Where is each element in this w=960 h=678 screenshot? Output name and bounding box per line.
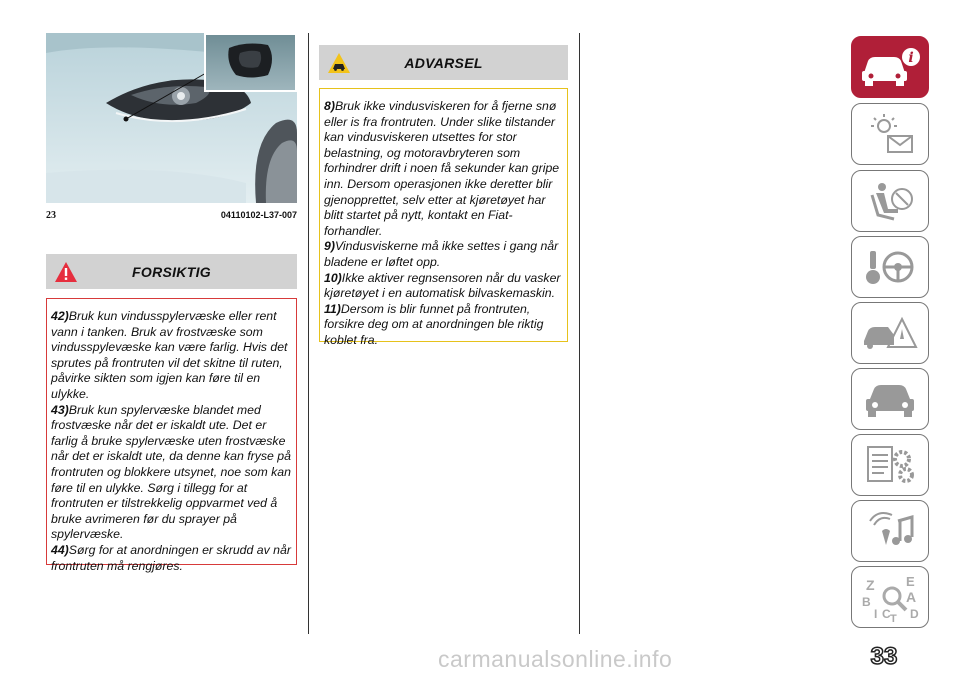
tab-emergency[interactable] [851, 302, 929, 364]
index-letter-d: D [910, 607, 919, 621]
car-warning-icon [327, 51, 351, 75]
warning-header [319, 45, 568, 80]
car-info-icon [858, 45, 922, 89]
warning-triangle-icon [54, 260, 78, 284]
tab-specifications[interactable] [851, 434, 929, 496]
watermark: carmanualsonline.info [438, 646, 673, 672]
index-letter-b: B [862, 595, 871, 609]
index-letter-e: E [906, 574, 915, 589]
tab-index[interactable] [851, 566, 929, 628]
figure-number: 23 [46, 210, 56, 221]
index-letter-i: I [874, 607, 878, 621]
index-letter-c: C [882, 607, 891, 621]
warning-body [319, 88, 568, 347]
index-letter-t: T [890, 613, 897, 622]
figure-caption [46, 210, 297, 224]
tab-starting-driving[interactable] [851, 236, 929, 298]
key-steering-wheel-icon [858, 245, 922, 289]
index-letter-z: Z [866, 577, 875, 593]
multimedia-icon [858, 509, 922, 553]
warning-note-9: 9)Vindusviskerne må ikke settes i gang når bladene er løftet opp. [324, 239, 559, 269]
tab-safety[interactable] [851, 170, 929, 232]
headlight-illustration [46, 33, 297, 203]
warning-note-11: 11)Dersom is blir funnet på frontruten, forsikre deg om at anordningen ble riktig koblet fra. [324, 301, 544, 347]
warning-note-10: 10)Ikke aktiver regnsensoren når du vasker kjøretøyet i en automatisk bilvaskemaskin. [324, 270, 561, 301]
column-divider-2 [579, 33, 580, 634]
column-divider-1 [308, 33, 309, 634]
car-front-icon [858, 377, 922, 421]
warning-note-8: 8)Bruk ikke vindusviskeren for å fjerne snø eller is fra frontruten. Under slike tilstander kan vindusviskeren utsettes for stor belastning, og motoravbryteren som forhindrer drift i noen få sekunder kan gripe inn. Dersom operasjonen ikke deretter blir gjenopprettet, selv etter at kjøretøyet har blitt startet på nytt, kontakt en Fiat-forhandler. [324, 99, 560, 238]
warning-title: ADVARSEL [319, 45, 568, 80]
tab-maintenance[interactable] [851, 368, 929, 430]
caution-note-44: 44)Sørg for at anordningen er skrudd av når frontruten må rengjøres. [51, 542, 291, 573]
caution-note-42: 42)Bruk kun vindusspylervæske eller rent vann i tanken. Bruk av frostvæske som vindusspylevæske kan være farlig. Hvis det sprutes på frontruten vil det skitne til ruten, påvirke sikten som igjen kan føre til en ulykke. [51, 309, 288, 401]
seat-airbag-icon [858, 179, 922, 223]
lights-message-icon [858, 112, 922, 156]
specs-gears-icon [858, 443, 922, 487]
caution-note-43: 43)Bruk kun spylervæske blandet med frostvæske når det er iskaldt ute. Det er farlig å bruke spylervæske uten frostvæske når det er iskaldt ute, da denne kan fryse på frontruten og blokkere utsynet, noe som kan føre til en ulykke. Sørg i tillegg for at frontruten er tilstrekkelig oppvarmet ved å bruke avrimeren før du sprayer på spylervæske. [51, 402, 291, 542]
index-letter-a: A [906, 589, 917, 605]
page-number: 33 [870, 643, 898, 670]
caution-title: FORSIKTIG [46, 254, 297, 289]
tab-lights-messages[interactable] [851, 103, 929, 165]
tab-multimedia[interactable] [851, 500, 929, 562]
car-emergency-icon [858, 311, 922, 355]
figure-code: 04110102-L37-007 [220, 210, 297, 220]
tab-vehicle-info[interactable] [851, 36, 929, 98]
caution-header [46, 254, 297, 289]
svg-text:i: i [908, 50, 914, 66]
headlight-figure [46, 33, 297, 203]
caution-body [46, 298, 297, 573]
index-alphabet-icon [858, 572, 922, 622]
